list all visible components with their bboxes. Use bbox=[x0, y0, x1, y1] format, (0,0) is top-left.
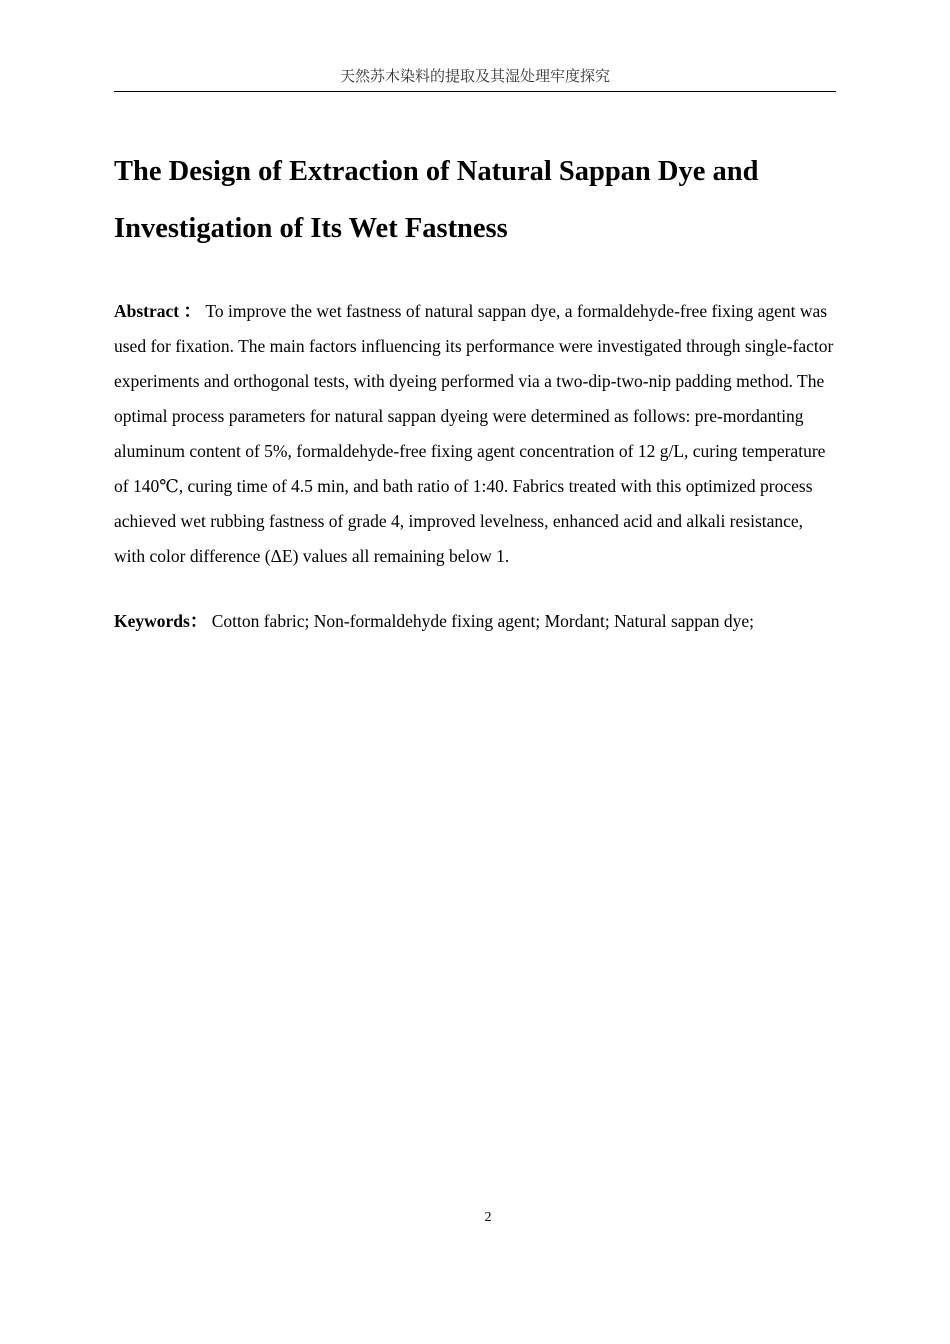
keywords-label: Keywords： bbox=[114, 611, 208, 631]
abstract-paragraph bbox=[114, 294, 838, 574]
page-number: 2 bbox=[484, 1210, 492, 1225]
header-divider bbox=[114, 91, 836, 92]
abstract-label: Abstract ： bbox=[114, 301, 201, 321]
keywords-text: Cotton fabric; Non-formaldehyde fixing agent; Mordant; Natural sappan dye; bbox=[211, 611, 755, 631]
running-header: 天然苏木染料的提取及其湿处理牢度探究 bbox=[339, 67, 610, 85]
abstract-text: To improve the wet fastness of natural sappan dye, a formaldehyde-free fixing agent was used for fixation. The main factors influencing its performance were investigated through single-factor experiments and orthogonal tests, with dyeing performed via a two-dip-two-nip padding method. The optimal process parameters for natural sappan dyeing were determined as follows: pre-mordanting aluminum content of 5%, formaldehyde-free fixing agent concentration of 12 g/L, curing temperature of 140℃, curing time of 4.5 min, and bath ratio of 1:40. Fabrics treated with this optimized process achieved wet rubbing fastness of grade 4, improved levelness, enhanced acid and alkali resistance, with color difference (ΔE) values all remaining below 1. bbox=[114, 301, 834, 566]
paper-title: The Design of Extraction of Natural Sappan Dye and Investigation of Its Wet Fastness bbox=[114, 156, 759, 244]
keywords-paragraph bbox=[114, 606, 838, 636]
